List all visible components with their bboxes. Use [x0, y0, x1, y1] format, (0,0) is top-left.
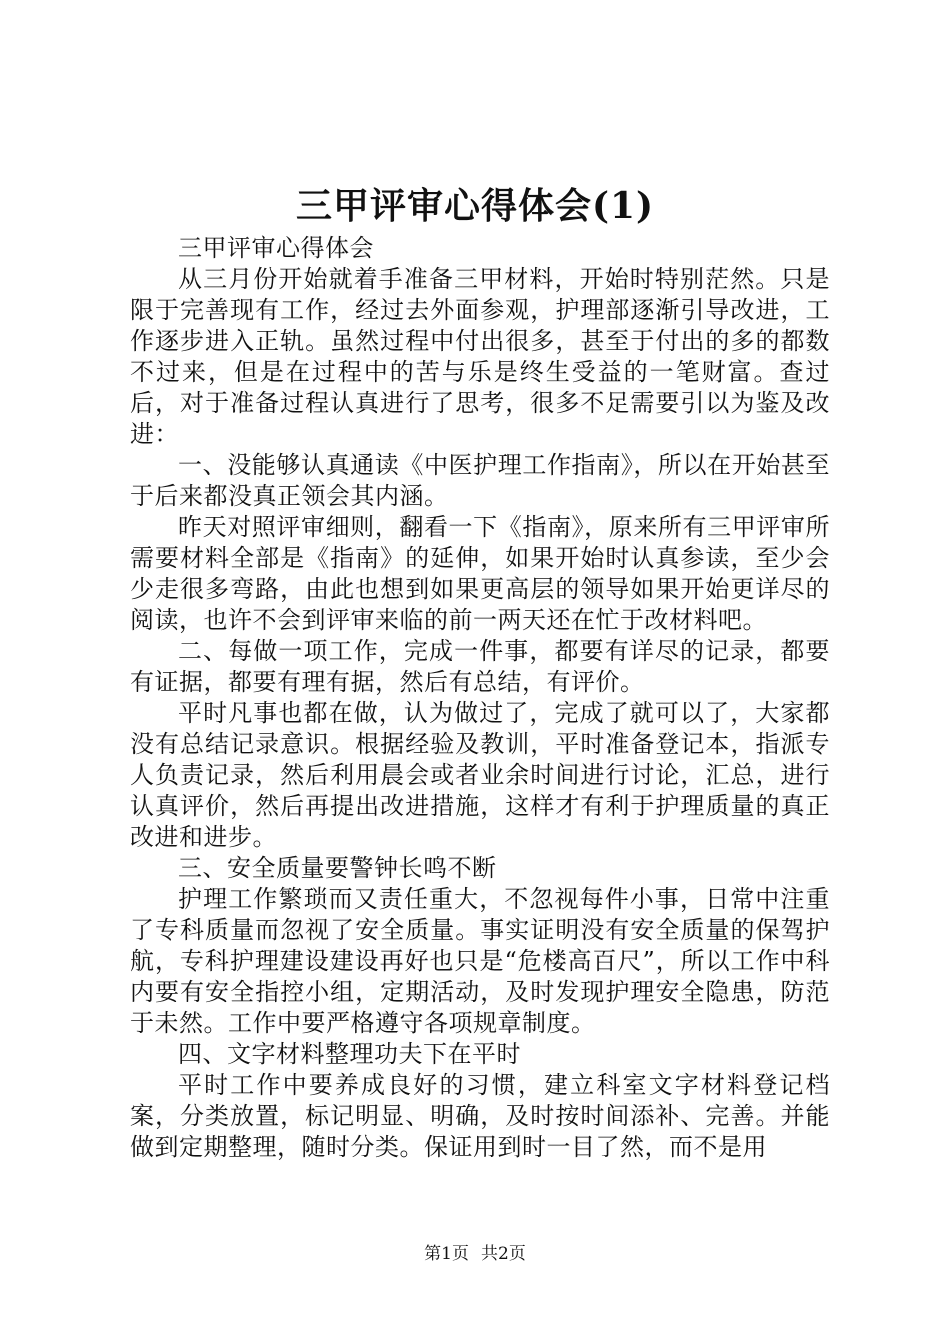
- document-title: 三甲评审心得体会(1): [295, 185, 655, 227]
- page-total: 共2页: [481, 1244, 526, 1264]
- paragraph-point-4-detail: 平时工作中要养成良好的习惯，建立科室文字材料登记档案，分类放置，标记明显、明确，及时按时间添补、完善。并能做到定期整理，随时分类。保证用到时一目了然，而不是用: [130, 1071, 830, 1161]
- paragraph-intro: 从三月份开始就着手准备三甲材料，开始时特别茫然。只是限于完善现有工作，经过去外面参观，护理部逐渐引导改进，工作逐步进入正轨。虽然过程中付出很多，甚至于付出的多的都数不过来，但是在过程中的苦与乐是终生受益的一笔财富。查过后，对于准备过程认真进行了思考，很多不足需要引以为鉴及改进：: [130, 265, 830, 448]
- paragraph-point-1: 一、没能够认真通读《中医护理工作指南》，所以在开始甚至于后来都没真正领会其内涵。: [130, 451, 830, 510]
- paragraph-point-2: 二、每做一项工作，完成一件事，都要有详尽的记录，都要有证据，都要有理有据，然后有总结，有评价。: [130, 637, 830, 696]
- paragraph-point-1-detail: 昨天对照评审细则，翻看一下《指南》，原来所有三甲评审所需要材料全部是《指南》的延伸，如果开始时认真参读，至少会少走很多弯路，由此也想到如果更高层的领导如果开始更详尽的阅读，也许不会到评审来临的前一两天还在忙于改材料吧。: [130, 513, 830, 634]
- page-footer: [0, 1243, 950, 1265]
- document-body: [130, 233, 830, 1163]
- paragraph-point-3: 三、安全质量要警钟长鸣不断: [178, 854, 497, 882]
- paragraph-point-3-detail: 护理工作繁琐而又责任重大，不忽视每件小事，日常中注重了专科质量而忽视了安全质量。事实证明没有安全质量的保驾护航，专科护理建设建设再好也只是“危楼高百尺”，所以工作中科内要有安全指控小组，定期活动，及时发现护理安全隐患，防范于未然。工作中要严格遵守各项规章制度。: [130, 885, 830, 1037]
- paragraph-subtitle: 三甲评审心得体会: [178, 234, 374, 262]
- paragraph-point-2-detail: 平时凡事也都在做，认为做过了，完成了就可以了，大家都没有总结记录意识。根据经验及教训，平时准备登记本，指派专人负责记录，然后利用晨会或者业余时间进行讨论，汇总，进行认真评价，然后再提出改进措施，这样才有利于护理质量的真正改进和进步。: [130, 699, 830, 851]
- page-number: 第1页: [424, 1244, 469, 1264]
- paragraph-point-4: 四、文字材料整理功夫下在平时: [178, 1040, 521, 1068]
